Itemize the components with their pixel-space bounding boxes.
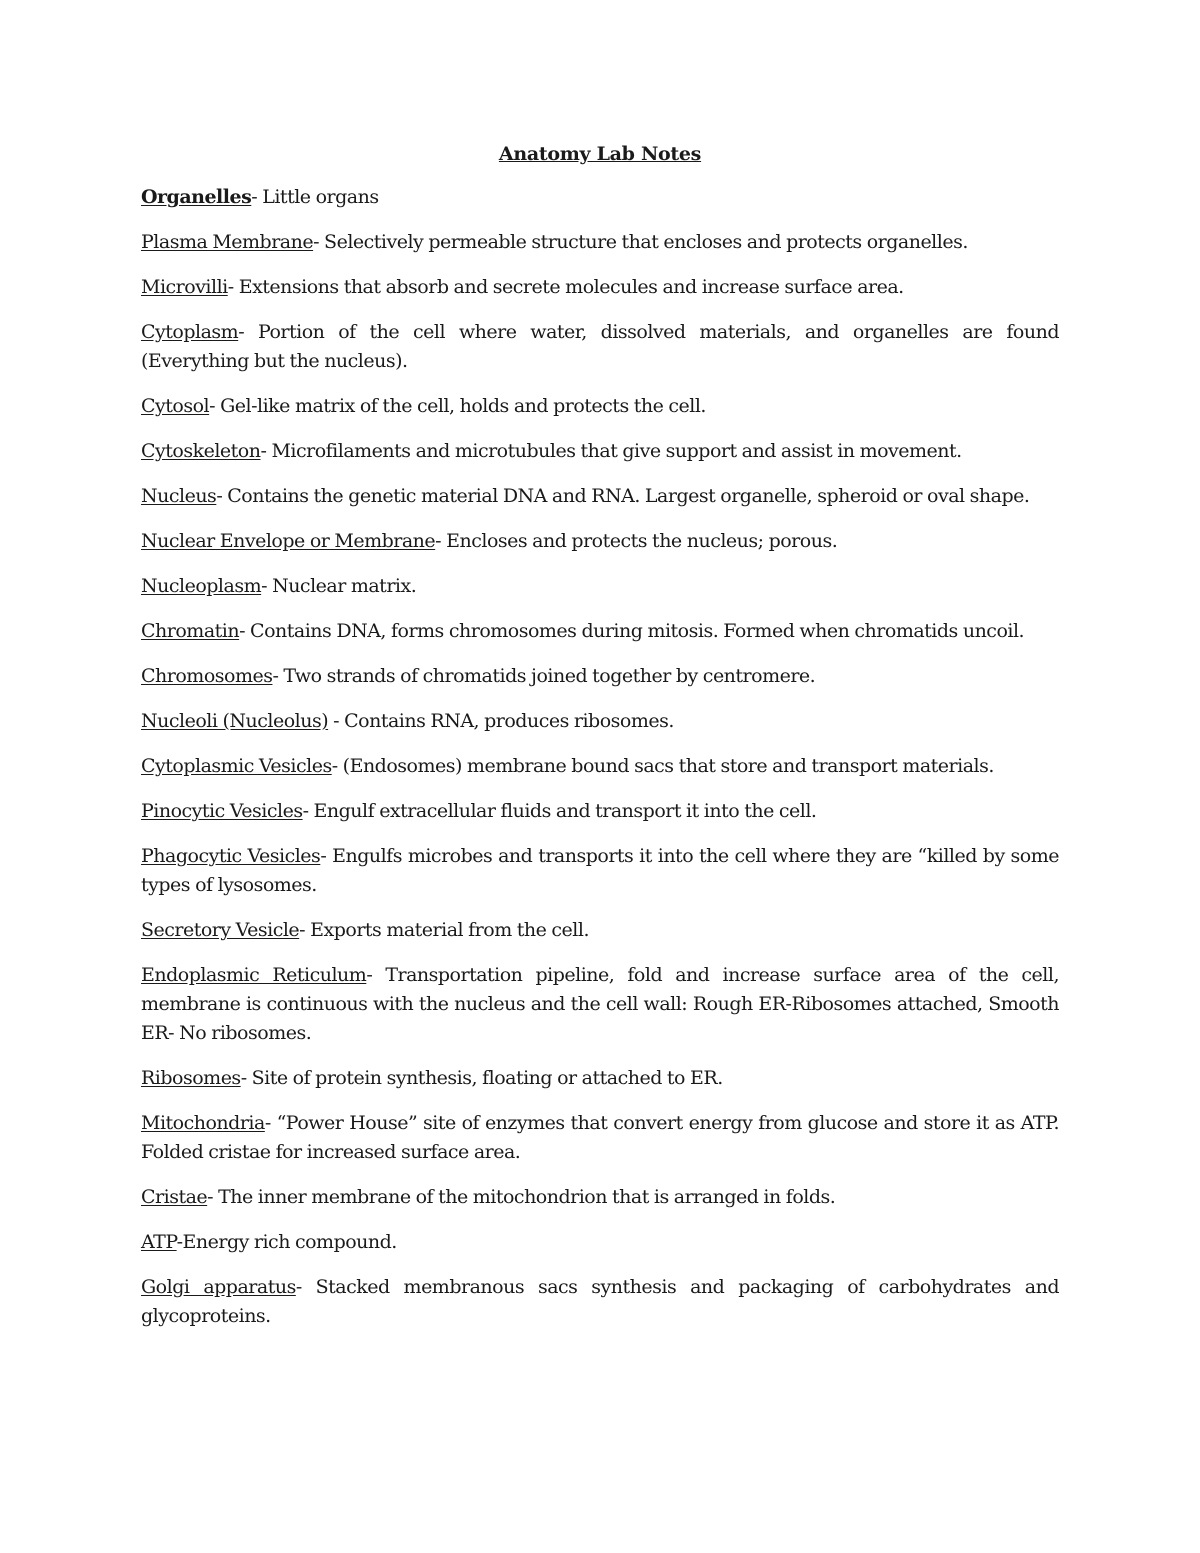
entry-cristae <box>141 1183 1059 1212</box>
term-label: Plasma Membrane <box>141 231 314 253</box>
term-label: Endoplasmic Reticulum <box>141 964 367 986</box>
term-label: Nucleoli (Nucleolus) <box>141 710 329 732</box>
document-title: Anatomy Lab Notes <box>498 143 702 165</box>
definition-text: - Encloses and protects the nucleus; porous. <box>435 530 838 552</box>
definition-text: - Exports material from the cell. <box>299 919 589 941</box>
document-page <box>141 140 1059 1347</box>
entry-plasma-membrane <box>141 228 1059 257</box>
definition-text: - Site of protein synthesis, floating or attached to ER. <box>240 1067 723 1089</box>
entry-chromatin <box>141 617 1059 646</box>
entry-phagocytic-vesicles <box>141 842 1059 900</box>
term-label: Secretory Vesicle <box>141 919 300 941</box>
term-label: Chromatin <box>141 620 240 642</box>
entry-cytoplasm <box>141 318 1059 376</box>
definition-text: - Contains the genetic material DNA and RNA. Largest organelle, spheroid or oval shape. <box>216 485 1030 507</box>
entry-endoplasmic-reticulum <box>141 961 1059 1048</box>
entry-nucleoplasm <box>141 572 1059 601</box>
entry-nucleoli <box>141 707 1059 736</box>
entry-organelles <box>141 183 1059 212</box>
definition-text: - Gel-like matrix of the cell, holds and protects the cell. <box>209 395 706 417</box>
definition-text: - Selectively permeable structure that encloses and protects organelles. <box>313 231 968 253</box>
definition-text: - Contains DNA, forms chromosomes during mitosis. Formed when chromatids uncoil. <box>239 620 1025 642</box>
entry-cytoskeleton <box>141 437 1059 466</box>
entry-microvilli <box>141 273 1059 302</box>
term-label: Pinocytic Vesicles <box>141 800 303 822</box>
entry-chromosomes <box>141 662 1059 691</box>
term-label: Cristae <box>141 1186 208 1208</box>
term-label: ATP <box>141 1231 177 1253</box>
entry-secretory-vesicle <box>141 916 1059 945</box>
term-label: Cytoskeleton <box>141 440 261 462</box>
definition-text: - Two strands of chromatids joined together by centromere. <box>272 665 816 687</box>
term-label: Ribosomes <box>141 1067 241 1089</box>
entry-ribosomes <box>141 1064 1059 1093</box>
definition-text: - Transportation pipeline, fold and increase surface area of the cell, membrane is continuous with the nucleus and the cell wall: Rough ER-Ribosomes attached, Smooth ER- No ribosomes. <box>141 964 1059 1044</box>
term-label: Nuclear Envelope or Membrane <box>141 530 436 552</box>
term-label: Cytosol <box>141 395 210 417</box>
term-label: Cytoplasm <box>141 321 239 343</box>
entry-nucleus <box>141 482 1059 511</box>
entry-pinocytic-vesicles <box>141 797 1059 826</box>
term-label: Organelles <box>141 186 252 208</box>
entry-cytosol <box>141 392 1059 421</box>
definition-text: - Portion of the cell where water, dissolved materials, and organelles are found (Everything but the nucleus). <box>141 321 1059 372</box>
entry-golgi-apparatus <box>141 1273 1059 1331</box>
definition-text: - Contains RNA, produces ribosomes. <box>328 710 674 732</box>
term-label: Nucleus <box>141 485 217 507</box>
definition-text: - “Power House” site of enzymes that convert energy from glucose and store it as ATP. Folded cristae for increased surface area. <box>141 1112 1059 1163</box>
definition-text: - (Endosomes) membrane bound sacs that store and transport materials. <box>331 755 994 777</box>
term-label: Nucleoplasm <box>141 575 262 597</box>
definition-text: -Energy rich compound. <box>176 1231 397 1253</box>
term-label: Microvilli <box>141 276 228 298</box>
definition-text: - The inner membrane of the mitochondrion that is arranged in folds. <box>207 1186 836 1208</box>
definition-text: - Nuclear matrix. <box>261 575 417 597</box>
definition-text: - Little organs <box>251 186 379 208</box>
entry-atp <box>141 1228 1059 1257</box>
entry-mitochondria <box>141 1109 1059 1167</box>
entry-cytoplasmic-vesicles <box>141 752 1059 781</box>
entry-nuclear-envelope <box>141 527 1059 556</box>
term-label: Phagocytic Vesicles <box>141 845 321 867</box>
term-label: Mitochondria <box>141 1112 265 1134</box>
term-label: Golgi apparatus <box>141 1276 296 1298</box>
definition-text: - Microfilaments and microtubules that give support and assist in movement. <box>260 440 962 462</box>
definition-text: - Stacked membranous sacs synthesis and packaging of carbohydrates and glycoproteins. <box>141 1276 1059 1327</box>
definition-text: - Engulf extracellular fluids and transport it into the cell. <box>302 800 817 822</box>
definition-text: - Engulfs microbes and transports it into the cell where they are “killed by some types of lysosomes. <box>141 845 1059 896</box>
definition-text: - Extensions that absorb and secrete molecules and increase surface area. <box>227 276 904 298</box>
term-label: Chromosomes <box>141 665 273 687</box>
term-label: Cytoplasmic Vesicles <box>141 755 332 777</box>
